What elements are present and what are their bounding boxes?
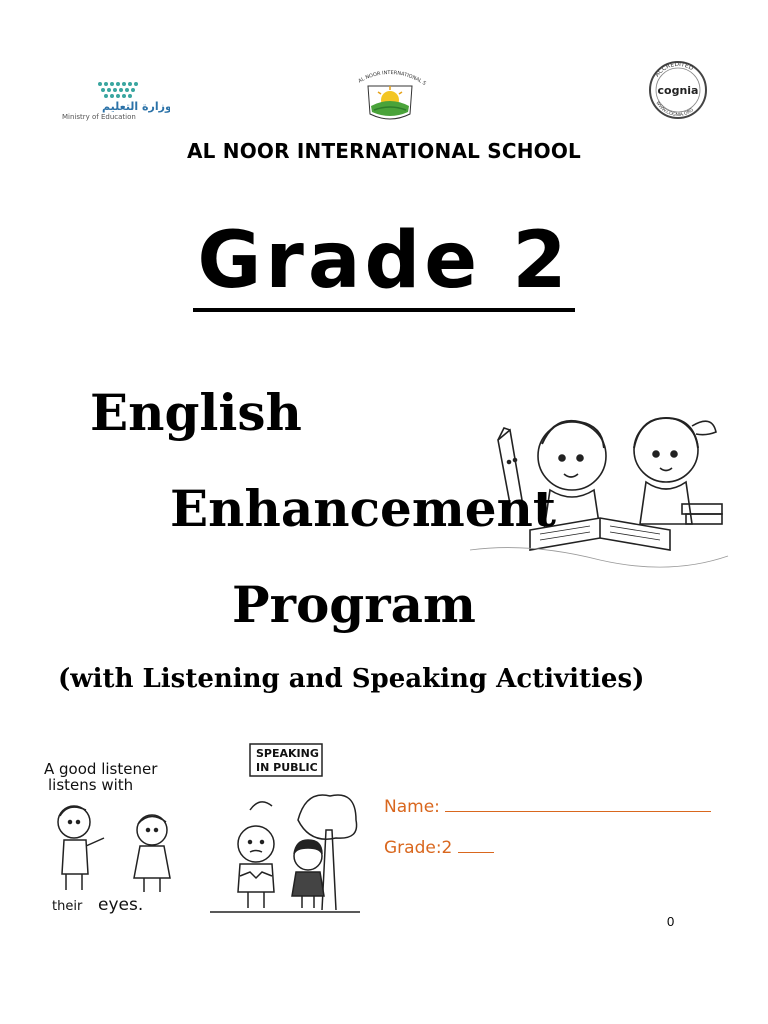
grade-label: Grade:2	[384, 838, 453, 858]
program-title-line-3: Program	[232, 575, 476, 634]
listener-caption-emphasis: eyes.	[98, 895, 144, 915]
ministry-arabic-text: وزارة التعليم	[102, 100, 170, 113]
cognia-accredited-seal	[642, 60, 714, 120]
speaking-caption-line-1: SPEAKING	[256, 747, 319, 760]
name-blank-line[interactable]	[445, 811, 711, 812]
ministry-of-education-logo	[58, 78, 170, 122]
grade-blank-line[interactable]	[458, 852, 494, 853]
listener-caption-line-3: their	[52, 899, 83, 914]
speaking-in-public-illustration	[210, 740, 360, 920]
grade-title-text: Grade 2	[193, 222, 574, 312]
program-title-line-2: Enhancement	[170, 479, 556, 538]
name-field-row	[384, 797, 711, 817]
listener-caption-line-1: A good listener	[44, 760, 158, 778]
program-subtitle: (with Listening and Speaking Activities)	[58, 664, 645, 694]
speaking-caption-line-2: IN PUBLIC	[256, 761, 318, 774]
seal-top-text: ACCREDITED	[653, 60, 695, 79]
program-title-line-1: English	[90, 383, 302, 442]
ministry-english-text: Ministry of Education	[62, 113, 136, 121]
cognia-brand-text: cognia	[657, 84, 699, 97]
grade-title	[0, 216, 768, 312]
school-name-heading: AL NOOR INTERNATIONAL SCHOOL	[186, 139, 582, 163]
seal-bottom-text: WWW.COGNIA.ORG	[654, 100, 695, 119]
listener-caption-line-2: listens with	[48, 776, 134, 794]
grade-field-row	[384, 838, 494, 858]
good-listener-illustration	[40, 750, 205, 915]
school-emblem-logo	[348, 66, 432, 124]
page-number: 0	[667, 914, 675, 929]
name-label: Name:	[384, 797, 440, 817]
emblem-arc-text: AL NOOR INTERNATIONAL S	[357, 69, 427, 87]
svg-text:AL NOOR INTERNATIONAL SCHOOL	[348, 66, 427, 87]
